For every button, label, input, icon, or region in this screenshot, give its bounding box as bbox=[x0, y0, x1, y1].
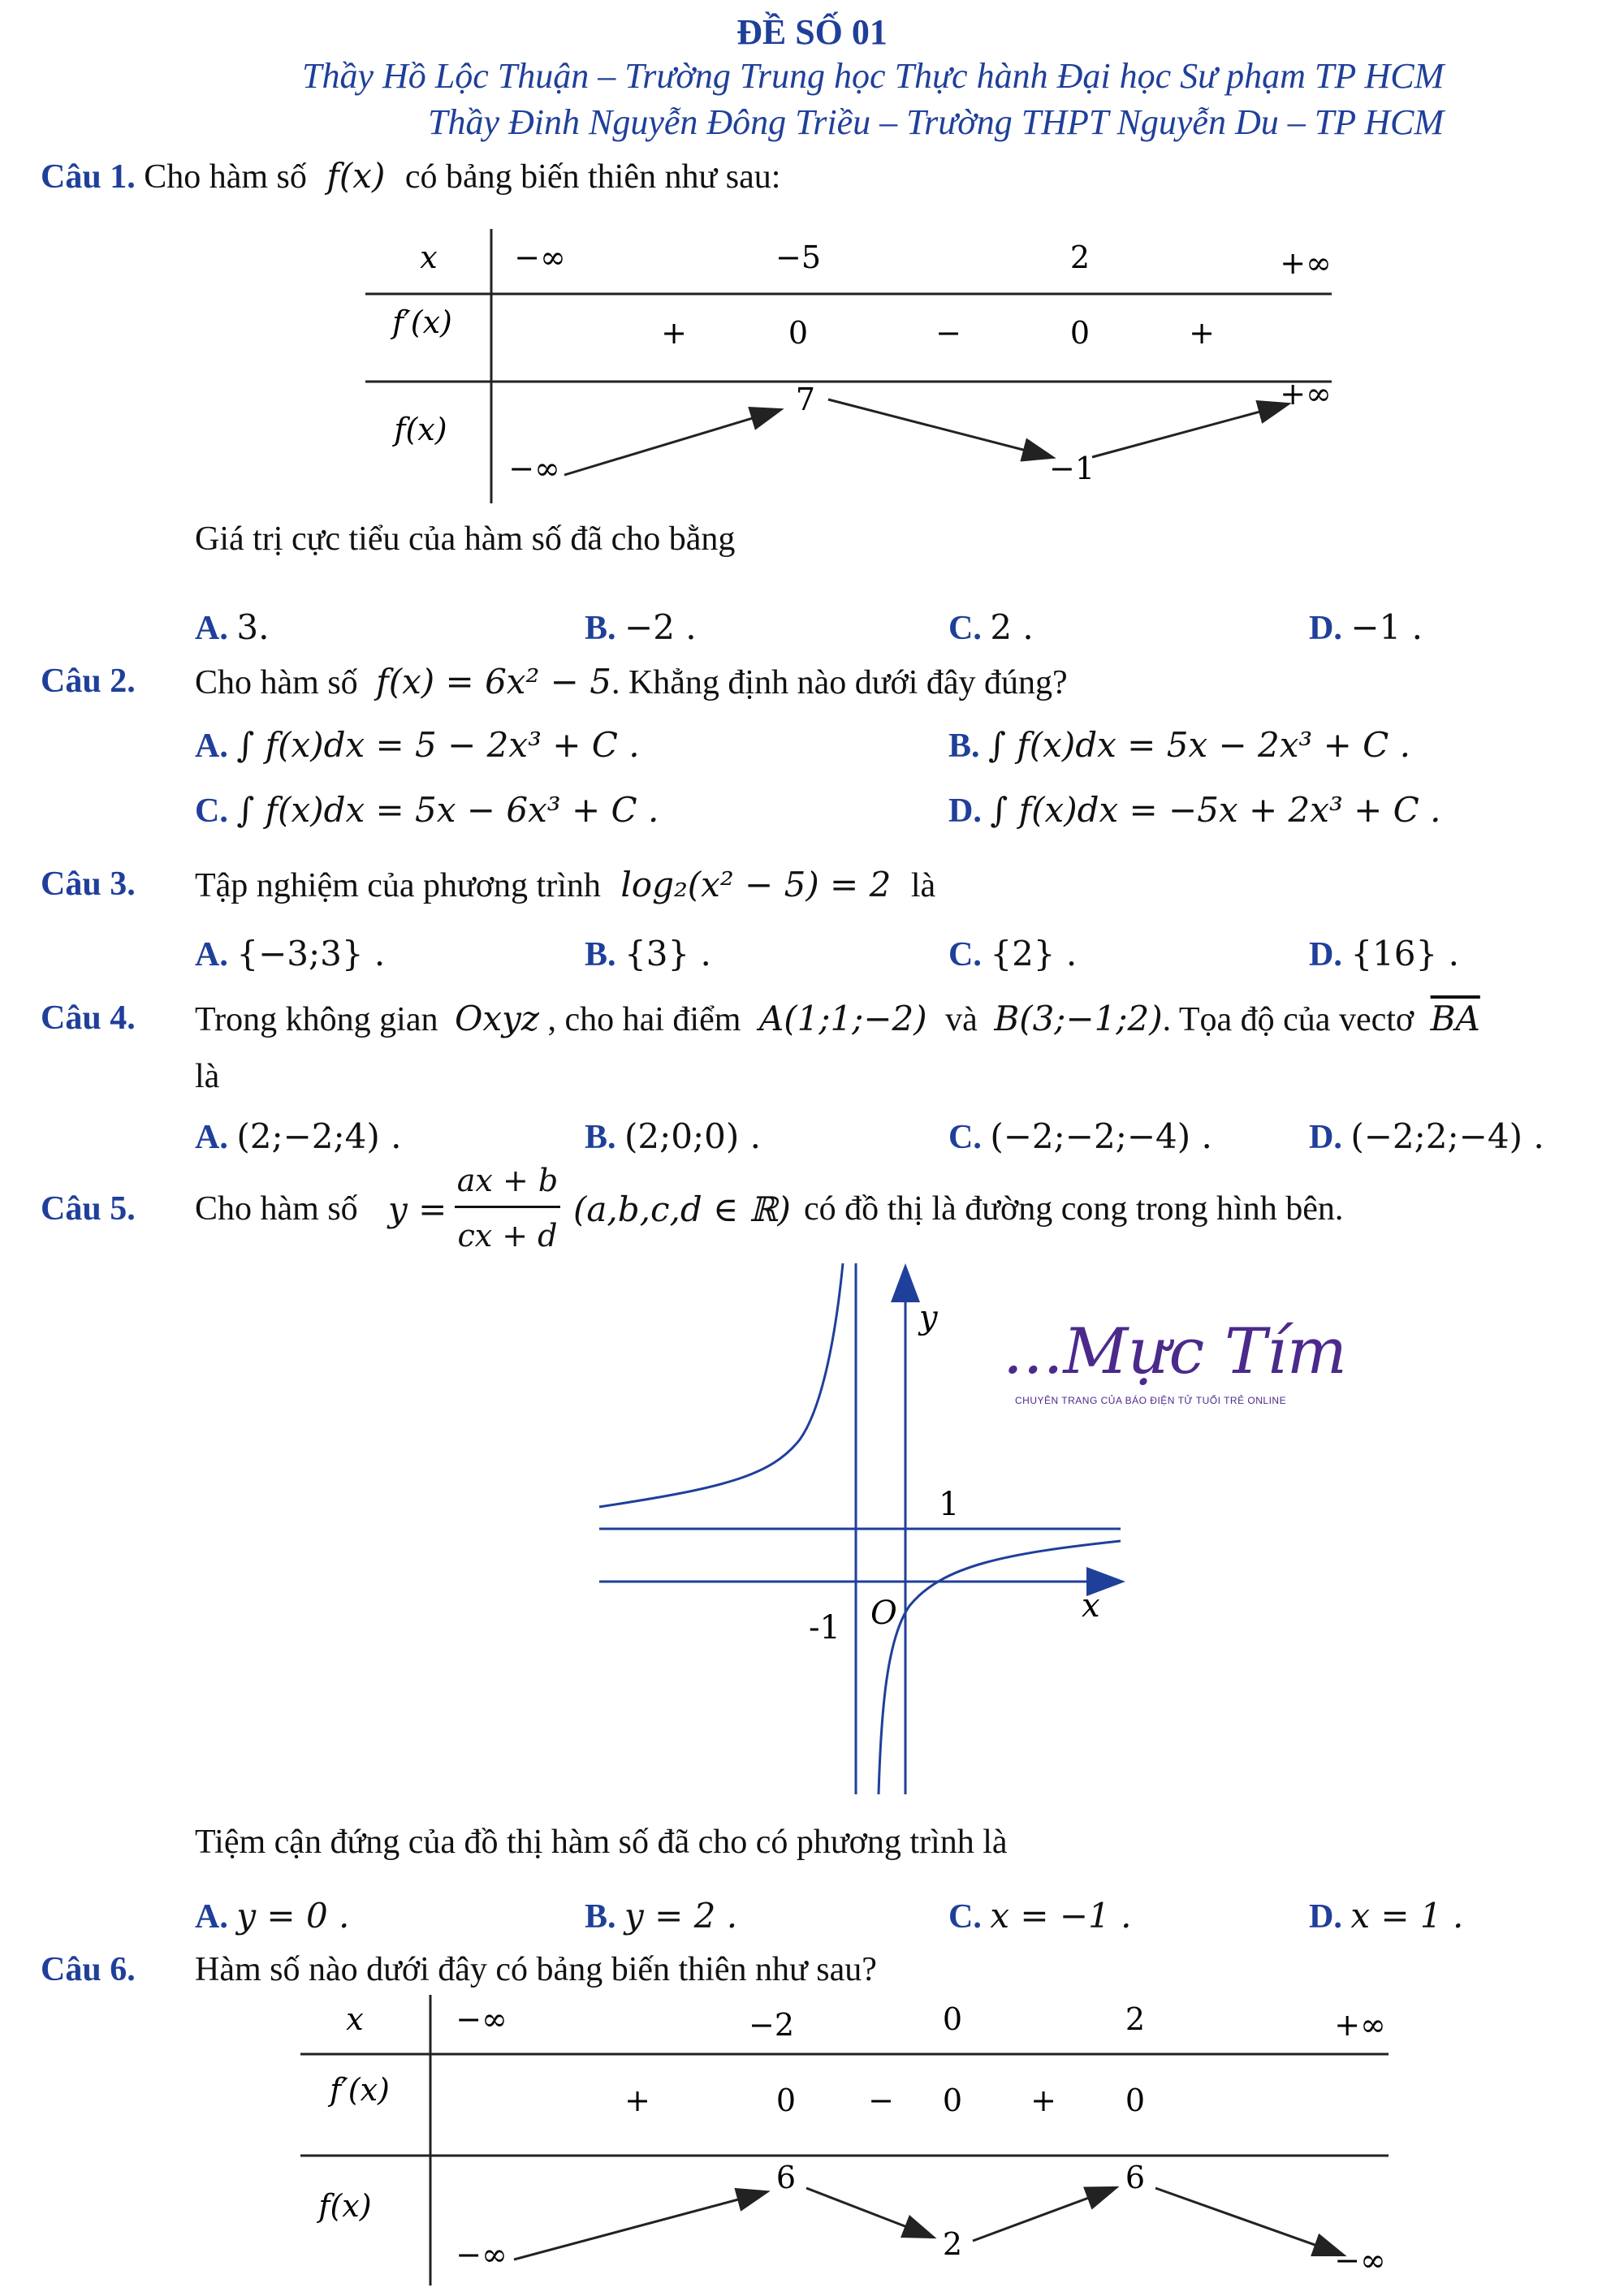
table1-arrow-up-2 bbox=[1092, 404, 1287, 457]
table2-sign-4: + bbox=[1030, 2083, 1056, 2118]
question-5-fraction-bar bbox=[455, 1206, 560, 1208]
q1-option-d-letter: D. bbox=[1309, 610, 1342, 647]
q3-option-a[interactable] bbox=[195, 934, 385, 974]
q5-option-d-text: x = 1 . bbox=[1350, 1896, 1464, 1936]
variation-table-2 bbox=[296, 1993, 1401, 2290]
question-2-label: Câu 2. bbox=[41, 663, 136, 700]
q5-option-b-letter: B. bbox=[585, 1898, 616, 1936]
y-one-label: 1 bbox=[939, 1486, 960, 1523]
q2-option-b[interactable] bbox=[948, 725, 1410, 766]
q3-option-d[interactable] bbox=[1309, 934, 1459, 974]
question-4-text-before: Trong không gian bbox=[195, 1001, 438, 1038]
question-1-function: f(x) bbox=[326, 156, 386, 196]
table1-x-2: 2 bbox=[1069, 240, 1091, 275]
watermark-logo: ...Mực Tím bbox=[1003, 1315, 1347, 1388]
table2-arrow-down-2 bbox=[1155, 2188, 1342, 2255]
q1-option-b-letter: B. bbox=[585, 610, 616, 647]
y-axis-label: y bbox=[919, 1299, 938, 1336]
q3-option-d-letter: D. bbox=[1309, 936, 1342, 973]
question-3-equation: log₂(x² − 5) = 2 bbox=[620, 865, 892, 904]
question-4-text-mid3: . Tọa độ của vectơ bbox=[1162, 1001, 1415, 1038]
table2-sign-2: − bbox=[868, 2083, 894, 2118]
q5-option-a[interactable] bbox=[195, 1896, 349, 1936]
table2-f-4: −∞ bbox=[1334, 2242, 1386, 2278]
question-6-label: Câu 6. bbox=[41, 1951, 136, 1988]
variation-table-1 bbox=[357, 227, 1348, 507]
q2-option-d-letter: D. bbox=[948, 792, 982, 830]
q5-option-b-text: y = 2 . bbox=[624, 1896, 738, 1936]
table2-x-4: +∞ bbox=[1334, 2007, 1386, 2043]
question-5-text-after: có đồ thị là đường cong trong hình bên. bbox=[804, 1190, 1344, 1228]
q2-option-c-letter: C. bbox=[195, 792, 228, 830]
page-title: ĐỀ SỐ 01 bbox=[736, 12, 888, 52]
table1-sign-0: + bbox=[661, 315, 687, 351]
table2-f-header: f(x) bbox=[318, 2188, 372, 2224]
q2-option-c-text: ∫ f(x)dx = 5x − 6x³ + C . bbox=[236, 790, 659, 830]
q2-option-a-letter: A. bbox=[195, 727, 228, 765]
table1-arrow-up-1 bbox=[564, 410, 780, 475]
q1-option-d-text: −1 . bbox=[1350, 607, 1423, 647]
table2-x-3: 2 bbox=[1125, 2001, 1146, 2037]
table1-sign-2: − bbox=[935, 315, 961, 351]
q2-option-a-text: ∫ f(x)dx = 5 − 2x³ + C . bbox=[236, 725, 640, 765]
q3-option-c-letter: C. bbox=[948, 936, 982, 973]
question-3-text-before: Tập nghiệm của phương trình bbox=[195, 867, 601, 904]
table2-sign-0: + bbox=[624, 2083, 650, 2118]
table1-f-0: −∞ bbox=[508, 451, 560, 486]
table2-f-3: 6 bbox=[1125, 2160, 1146, 2195]
q1-option-a[interactable] bbox=[195, 607, 269, 648]
table1-x-header: x bbox=[420, 240, 438, 275]
table2-arrow-up-1 bbox=[514, 2192, 766, 2260]
graph-left-branch bbox=[599, 1263, 843, 1507]
table1-sign-3: 0 bbox=[1069, 315, 1091, 351]
question-5-domain: (a,b,c,d ∈ ℝ) bbox=[573, 1189, 791, 1229]
author-line-1: Thầy Hồ Lộc Thuận – Trường Trung học Thực hành Đại học Sư phạm TP HCM bbox=[302, 56, 1445, 96]
watermark-tagline: CHUYÊN TRANG CỦA BÁO ĐIỆN TỬ TUỔI TRẺ ONLINE bbox=[1015, 1395, 1287, 1406]
question-4-space: Oxyz bbox=[454, 999, 539, 1038]
table2-x-2: 0 bbox=[942, 2001, 963, 2037]
table2-x-header: x bbox=[346, 2001, 364, 2037]
table2-sign-1: 0 bbox=[775, 2083, 797, 2118]
q5-option-a-text: y = 0 . bbox=[236, 1896, 350, 1936]
q3-option-b-text: {3} . bbox=[624, 934, 711, 973]
question-2-text-after: . Khẳng định nào dưới đây đúng? bbox=[611, 664, 1068, 701]
q2-option-d-text: ∫ f(x)dx = −5x + 2x³ + C . bbox=[990, 790, 1441, 830]
q3-option-c[interactable] bbox=[948, 934, 1077, 974]
table1-sign-1: 0 bbox=[788, 315, 809, 351]
q4-option-b[interactable] bbox=[585, 1116, 761, 1157]
q1-option-a-text: 3. bbox=[236, 607, 270, 647]
question-1-stem bbox=[41, 156, 780, 196]
q1-option-b[interactable] bbox=[585, 607, 697, 648]
table2-sign-3: 0 bbox=[942, 2083, 963, 2118]
q4-option-d[interactable] bbox=[1309, 1116, 1544, 1157]
table2-x-1: −2 bbox=[748, 2007, 795, 2043]
q4-option-b-text: (2;0;0) . bbox=[624, 1116, 761, 1156]
q4-option-c-text: (−2;−2;−4) . bbox=[990, 1116, 1212, 1156]
table2-arrow-down-1 bbox=[806, 2188, 932, 2237]
question-4-vector: $\overline{BA}$ bbox=[1430, 999, 1480, 1038]
table2-arrow-up-2 bbox=[973, 2188, 1115, 2241]
q1-option-b-text: −2 . bbox=[624, 607, 697, 647]
table1-f-3: +∞ bbox=[1280, 376, 1332, 412]
table1-f-2: −1 bbox=[1048, 451, 1095, 486]
q1-option-c[interactable] bbox=[948, 607, 1034, 648]
origin-label: O bbox=[870, 1595, 897, 1632]
table1-sign-4: + bbox=[1189, 315, 1215, 351]
question-4-text-mid2: và bbox=[945, 1001, 978, 1038]
question-4-point-a: A(1;1;−2) bbox=[758, 999, 927, 1038]
q1-option-d[interactable] bbox=[1309, 607, 1423, 648]
question-5-text-before: Cho hàm số bbox=[195, 1190, 358, 1228]
q4-option-a-text: (2;−2;4) . bbox=[236, 1116, 402, 1156]
q1-option-a-letter: A. bbox=[195, 610, 228, 647]
table2-x-0: −∞ bbox=[456, 2001, 508, 2037]
question-1-text-after: có bảng biến thiên như sau: bbox=[404, 158, 781, 196]
table1-f-1: 7 bbox=[795, 382, 816, 417]
question-5-y-eq: y = bbox=[388, 1189, 447, 1229]
q3-option-b[interactable] bbox=[585, 934, 711, 974]
question-4-text-after: là bbox=[195, 1058, 220, 1095]
question-1-prompt: Giá trị cực tiểu của hàm số đã cho bằng bbox=[195, 520, 736, 558]
author-line-2: Thầy Đinh Nguyễn Đông Triều – Trường THPT Nguyễn Du – TP HCM bbox=[428, 102, 1445, 142]
question-2-text-before: Cho hàm số bbox=[195, 664, 358, 701]
question-1-text-before: Cho hàm số bbox=[144, 158, 307, 196]
table1-arrow-down bbox=[828, 399, 1052, 457]
q3-option-b-letter: B. bbox=[585, 936, 616, 973]
q5-option-a-letter: A. bbox=[195, 1898, 228, 1936]
question-4-text-mid1: , cho hai điểm bbox=[547, 1001, 741, 1038]
q2-option-a[interactable] bbox=[195, 725, 640, 766]
q5-option-d-letter: D. bbox=[1309, 1898, 1342, 1936]
q3-option-d-text: {16} . bbox=[1350, 934, 1459, 973]
table1-f-header: f(x) bbox=[394, 412, 447, 447]
q1-option-c-letter: C. bbox=[948, 610, 982, 647]
q2-option-b-letter: B. bbox=[948, 727, 980, 765]
question-4-point-b: B(3;−1;2) bbox=[994, 999, 1163, 1038]
question-1-label: Câu 1. bbox=[41, 158, 136, 196]
table2-f-2: 2 bbox=[942, 2226, 963, 2262]
table2-fp-header: f′(x) bbox=[330, 2072, 390, 2108]
q5-option-d[interactable] bbox=[1309, 1896, 1463, 1936]
q3-option-a-letter: A. bbox=[195, 936, 228, 973]
question-5-label: Câu 5. bbox=[41, 1190, 136, 1228]
question-3-stem bbox=[195, 865, 935, 905]
table1-x-1: −5 bbox=[775, 240, 822, 275]
q4-option-b-letter: B. bbox=[585, 1119, 616, 1156]
table1-x-3: +∞ bbox=[1280, 245, 1332, 281]
question-5-denominator: cx + d bbox=[457, 1218, 558, 1254]
table2-sign-5: 0 bbox=[1125, 2083, 1146, 2118]
question-3-text-after: là bbox=[910, 867, 936, 904]
table1-x-0: −∞ bbox=[514, 240, 566, 275]
q1-option-c-text: 2 . bbox=[990, 607, 1034, 647]
q2-option-b-text: ∫ f(x)dx = 5x − 2x³ + C . bbox=[988, 725, 1410, 765]
q4-option-c-letter: C. bbox=[948, 1119, 982, 1156]
graph-right-branch bbox=[879, 1541, 1121, 1794]
q4-option-d-text: (−2;2;−4) . bbox=[1350, 1116, 1544, 1156]
x-minus-one-label: -1 bbox=[809, 1609, 840, 1647]
q5-option-c-text: x = −1 . bbox=[990, 1896, 1132, 1936]
q5-option-b[interactable] bbox=[585, 1896, 737, 1936]
question-4-label: Câu 4. bbox=[41, 999, 136, 1037]
q4-option-d-letter: D. bbox=[1309, 1119, 1342, 1156]
table2-f-1: 6 bbox=[775, 2160, 797, 2195]
q4-option-c[interactable] bbox=[948, 1116, 1212, 1157]
q2-option-d[interactable] bbox=[948, 790, 1441, 831]
question-2-function: f(x) = 6x² − 5 bbox=[376, 662, 611, 701]
q5-option-c[interactable] bbox=[948, 1896, 1132, 1936]
table1-fp-header: f′(x) bbox=[392, 304, 452, 340]
q3-option-a-text: {−3;3} . bbox=[236, 934, 386, 973]
question-5-prompt: Tiệm cận đứng của đồ thị hàm số đã cho có phương trình là bbox=[195, 1824, 1008, 1861]
question-2-stem bbox=[195, 662, 1068, 702]
x-axis-label: x bbox=[1082, 1587, 1100, 1625]
table2-f-0: −∞ bbox=[456, 2237, 508, 2273]
question-4-stem bbox=[195, 999, 1480, 1039]
q5-option-c-letter: C. bbox=[948, 1898, 982, 1936]
question-6-text: Hàm số nào dưới đây có bảng biến thiên như sau? bbox=[195, 1951, 877, 1988]
question-5-numerator: ax + b bbox=[456, 1163, 559, 1198]
q3-option-c-text: {2} . bbox=[990, 934, 1078, 973]
q4-option-a[interactable] bbox=[195, 1116, 401, 1157]
question-3-label: Câu 3. bbox=[41, 865, 136, 903]
q2-option-c[interactable] bbox=[195, 790, 659, 831]
q4-option-a-letter: A. bbox=[195, 1119, 228, 1156]
